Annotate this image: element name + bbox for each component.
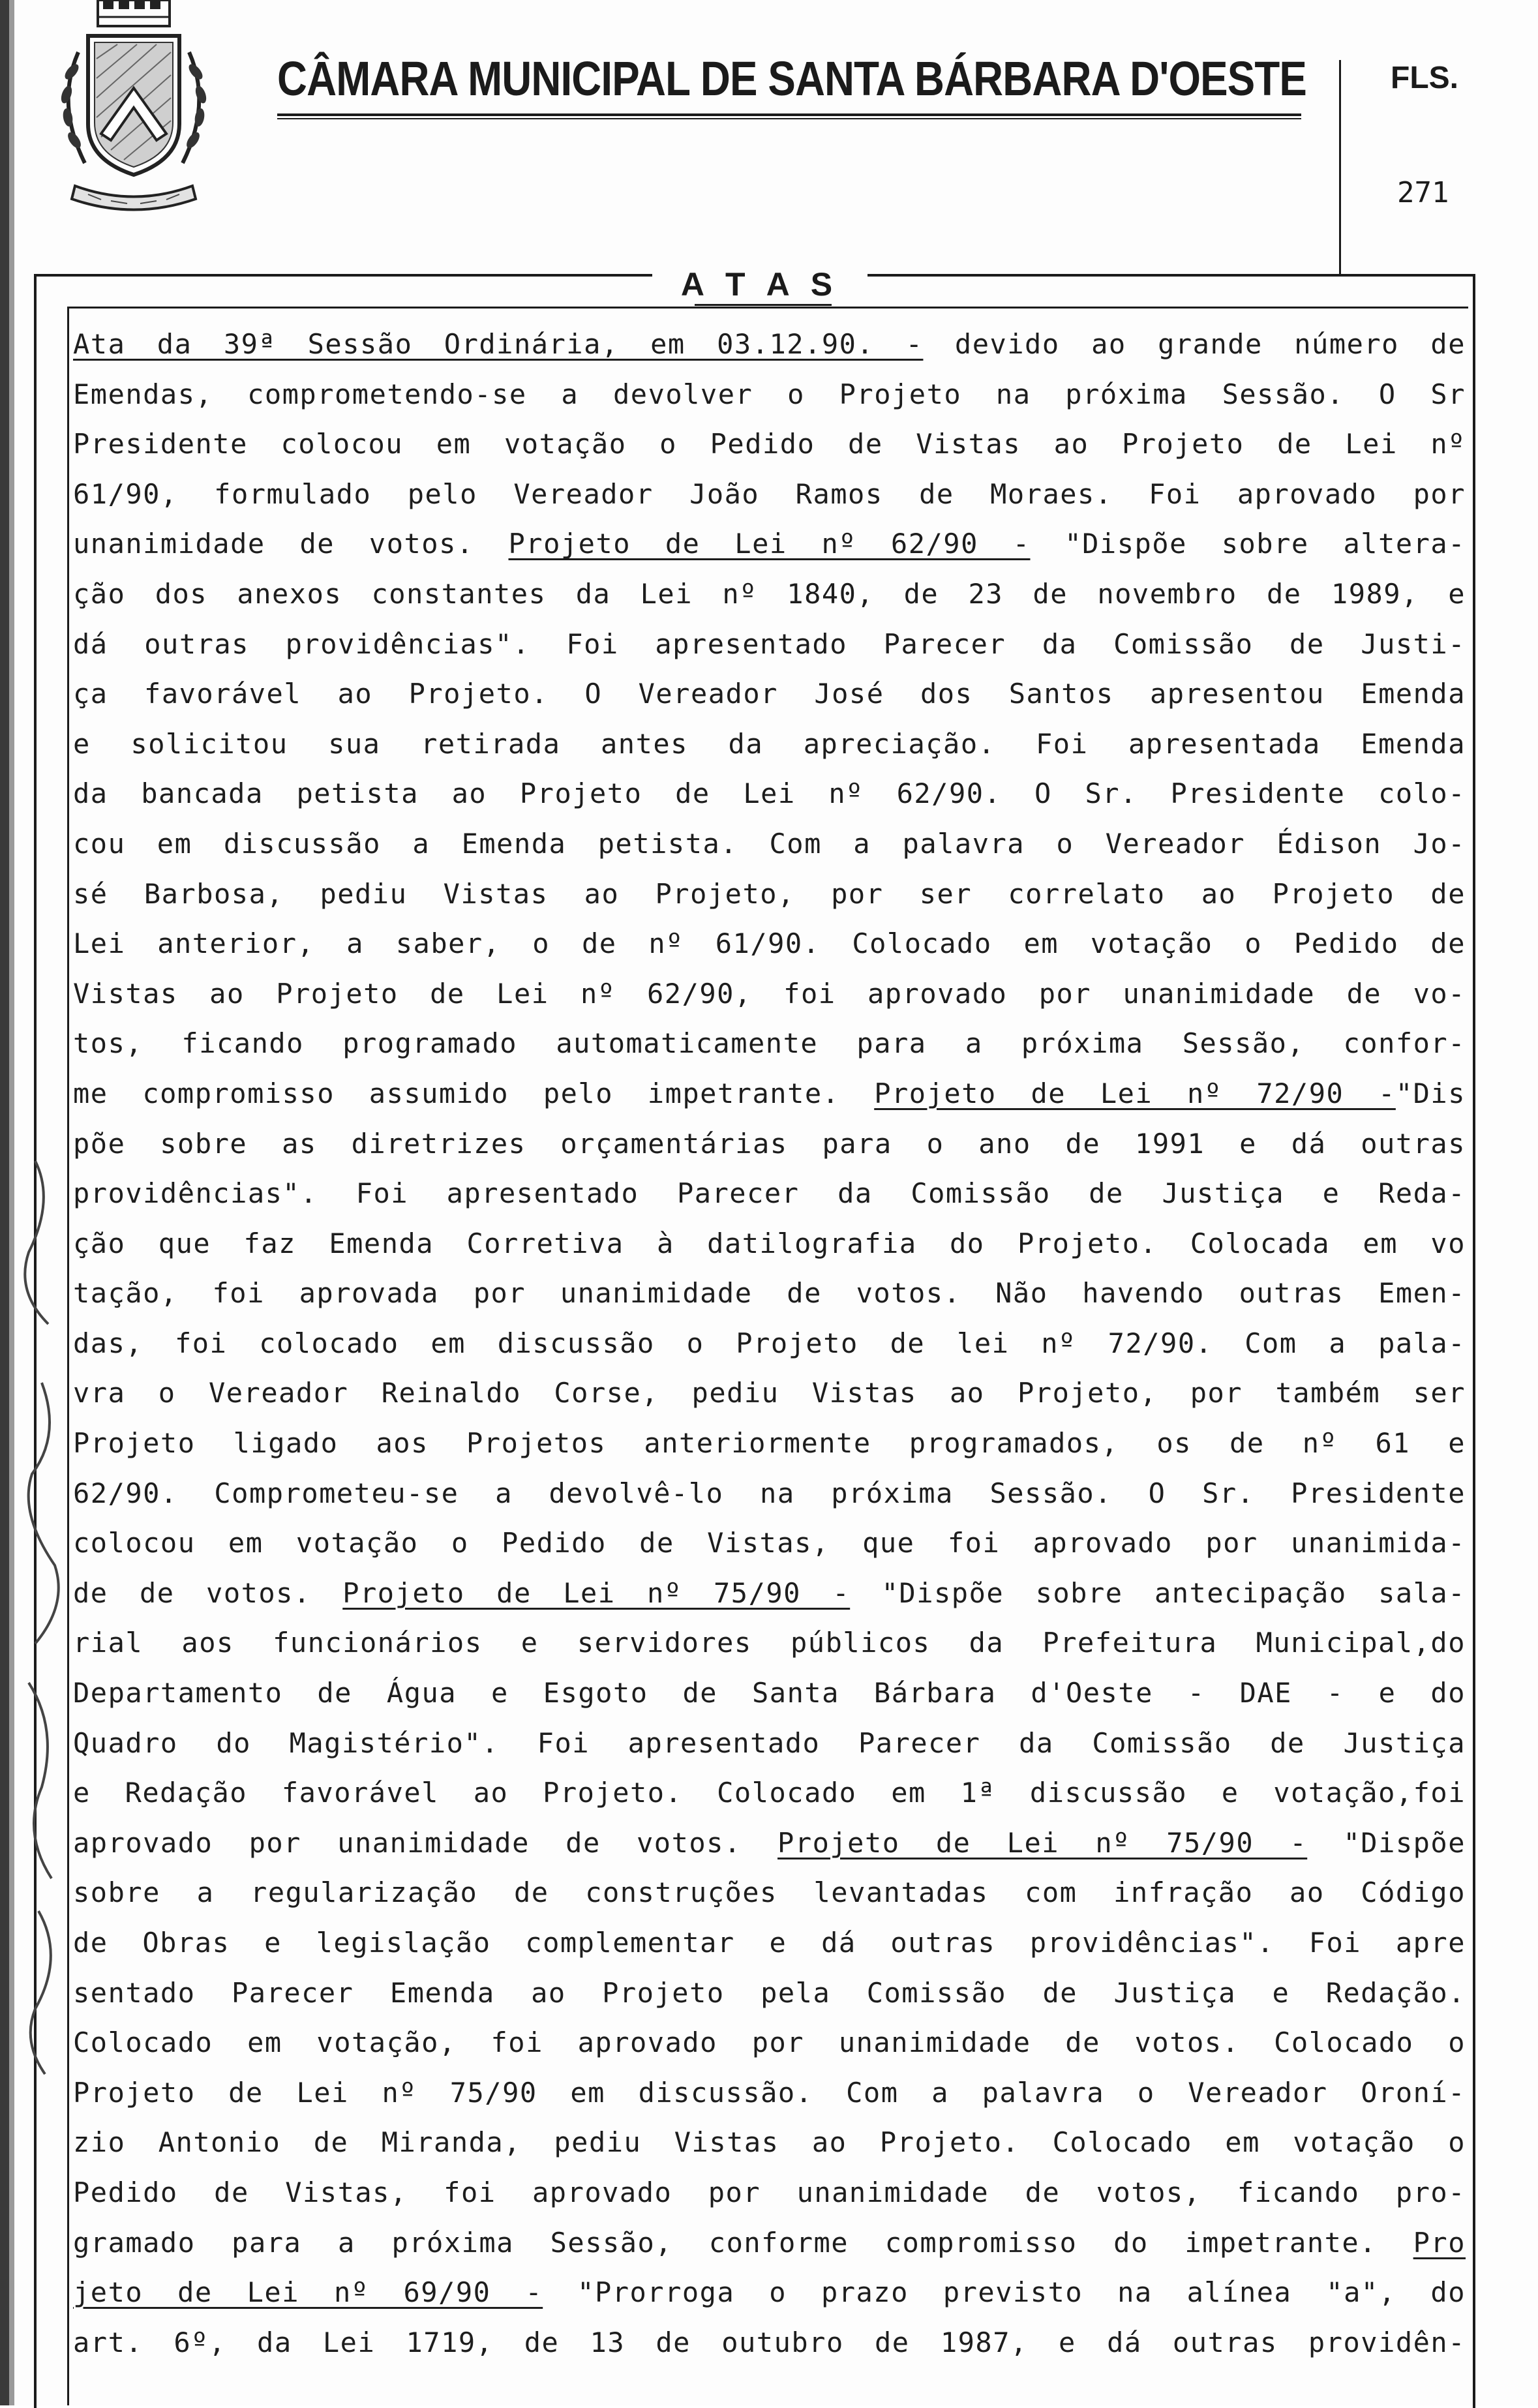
folio-label: FLS. bbox=[1391, 61, 1458, 95]
text-line bbox=[73, 1368, 1466, 1419]
title-rule bbox=[277, 113, 1301, 116]
text-segment: 62/90. Comprometeu-se a devolvê-lo na próxima Sessão. O Sr. Presidente bbox=[73, 1477, 1466, 1509]
text-line bbox=[73, 1419, 1466, 1469]
text-segment: sentado Parecer Emenda ao Projeto pela Comissão de Justiça e Redação. bbox=[73, 1976, 1466, 2009]
inner-frame-top-rule bbox=[67, 307, 1468, 309]
text-segment: Projeto ligado aos Projetos anteriormente programados, os de nº 61 e bbox=[73, 1427, 1466, 1460]
text-line bbox=[73, 1918, 1466, 1968]
text-line bbox=[73, 669, 1466, 719]
text-segment: ça favorável ao Projeto. O Vereador José dos Santos apresentou Emenda bbox=[73, 678, 1466, 710]
text-segment: colocou em votação o Pedido de Vistas, que foi aprovado por unanimida- bbox=[73, 1527, 1466, 1559]
text-segment: ção que faz Emenda Corretiva à datilografia do Projeto. Colocada em vo bbox=[73, 1227, 1466, 1259]
text-segment: Colocado em votação, foi aprovado por unanimidade de votos. Colocado o bbox=[73, 2026, 1466, 2059]
text-segment: devido ao grande número de bbox=[923, 328, 1466, 360]
text-segment: e Redação favorável ao Projeto. Colocado em 1ª discussão e votação,foi bbox=[73, 1777, 1466, 1809]
text-segment: de Obras e legislação complementar e dá outras providências". Foi apre bbox=[73, 1927, 1466, 1959]
text-line bbox=[73, 1818, 1466, 1869]
section-heading: A T A S bbox=[652, 258, 867, 305]
text-line bbox=[73, 769, 1466, 819]
text-segment: e solicitou sua retirada antes da apreciação. Foi apresentada Emenda bbox=[73, 727, 1466, 760]
underlined-heading-segment: Projeto de Lei nº 75/90 - bbox=[342, 1576, 851, 1609]
text-segment: de de votos. bbox=[73, 1576, 343, 1609]
title-rule-secondary bbox=[277, 118, 1301, 119]
text-line bbox=[73, 620, 1466, 670]
text-segment: dá outras providências". Foi apresentado Parecer da Comissão de Justi- bbox=[73, 627, 1466, 660]
text-line bbox=[73, 419, 1466, 470]
text-segment: das, foi colocado em discussão o Projeto de lei nº 72/90. Com a pala- bbox=[73, 1327, 1466, 1359]
text-line bbox=[73, 1469, 1466, 1519]
text-segment: Vistas ao Projeto de Lei nº 62/90, foi aprovado por unanimidade de vo- bbox=[73, 977, 1466, 1010]
text-segment: tação, foi aprovada por unanimidade de votos. Não havendo outras Emen- bbox=[73, 1277, 1466, 1310]
text-segment: põe sobre as diretrizes orçamentárias para o ano de 1991 e dá outras bbox=[73, 1127, 1466, 1160]
underlined-heading-segment: Pro bbox=[1413, 2226, 1466, 2259]
text-line bbox=[73, 1618, 1466, 1668]
underlined-heading-segment: jeto de Lei nº 69/90 - bbox=[73, 2276, 543, 2309]
text-segment: sé Barbosa, pediu Vistas ao Projeto, por ser correlato ao Projeto de bbox=[73, 877, 1466, 910]
text-segment: providências". Foi apresentado Parecer da Comissão de Justiça e Reda- bbox=[73, 1177, 1466, 1210]
text-line bbox=[73, 919, 1466, 969]
text-line bbox=[73, 1518, 1466, 1569]
text-line bbox=[73, 569, 1466, 620]
text-line bbox=[73, 1019, 1466, 1069]
text-segment: cou em discussão a Emenda petista. Com a palavra o Vereador Édison Jo- bbox=[73, 827, 1466, 860]
text-segment: vra o Vereador Reinaldo Corse, pediu Vistas ao Projeto, por também ser bbox=[73, 1377, 1466, 1409]
municipal-coat-of-arms-icon bbox=[39, 0, 228, 215]
text-segment: da bancada petista ao Projeto de Lei nº 62/90. O Sr. Presidente colo- bbox=[73, 777, 1466, 810]
text-line bbox=[73, 2168, 1466, 2218]
text-segment: Projeto de Lei nº 75/90 em discussão. Com a palavra o Vereador Oroní- bbox=[73, 2076, 1466, 2109]
scan-edge bbox=[0, 0, 9, 2405]
text-segment: Pedido de Vistas, foi aprovado por unanimidade de votos, ficando pro- bbox=[73, 2176, 1466, 2208]
text-line bbox=[73, 869, 1466, 920]
text-segment: Emendas, comprometendo-se a devolver o Projeto na próxima Sessão. O Sr bbox=[73, 378, 1466, 410]
page-number-divider bbox=[1339, 60, 1341, 275]
text-line bbox=[73, 1069, 1466, 1119]
text-line bbox=[73, 1119, 1466, 1169]
text-segment: gramado para a próxima Sessão, conforme compromisso do impetrante. bbox=[73, 2226, 1413, 2259]
text-line bbox=[73, 1868, 1466, 1918]
text-line bbox=[73, 819, 1466, 869]
text-line bbox=[73, 2268, 1466, 2318]
underlined-heading-segment: Projeto de Lei nº 75/90 - bbox=[777, 1826, 1308, 1859]
underlined-heading-segment: Projeto de Lei nº 62/90 - bbox=[508, 528, 1031, 560]
text-segment: zio Antonio de Miranda, pediu Vistas ao Projeto. Colocado em votação o bbox=[73, 2126, 1466, 2159]
text-line bbox=[73, 2218, 1466, 2268]
text-line bbox=[73, 719, 1466, 770]
text-segment: Quadro do Magistério". Foi apresentado Parecer da Comissão de Justiça bbox=[73, 1726, 1466, 1759]
text-line bbox=[73, 2318, 1466, 2368]
text-segment: Presidente colocou em votação o Pedido de Vistas ao Projeto de Lei nº bbox=[73, 428, 1466, 460]
text-segment: 61/90, formulado pelo Vereador João Ramos de Moraes. Foi aprovado por bbox=[73, 477, 1466, 510]
text-segment: rial aos funcionários e servidores públicos da Prefeitura Municipal,do bbox=[73, 1627, 1466, 1659]
underlined-heading-segment: Projeto de Lei nº 72/90 - bbox=[874, 1077, 1396, 1109]
text-line bbox=[73, 320, 1466, 370]
text-line bbox=[73, 1169, 1466, 1219]
text-segment: tos, ficando programado automaticamente para a próxima Sessão, confor- bbox=[73, 1027, 1466, 1060]
text-segment: Departamento de Água e Esgoto de Santa Bárbara d'Oeste - DAE - e do bbox=[73, 1677, 1466, 1709]
text-line bbox=[73, 470, 1466, 520]
text-segment: "Dis bbox=[1395, 1077, 1466, 1109]
text-line bbox=[73, 1569, 1466, 1619]
text-segment: sobre a regularização de construções levantadas com infração ao Código bbox=[73, 1876, 1466, 1909]
minutes-body bbox=[73, 320, 1466, 2368]
text-line bbox=[73, 2118, 1466, 2168]
text-line bbox=[73, 370, 1466, 420]
text-line bbox=[73, 1668, 1466, 1719]
text-line bbox=[73, 1768, 1466, 1818]
page-number: 271 bbox=[1397, 176, 1449, 209]
text-segment: me compromisso assumido pelo impetrante. bbox=[73, 1077, 875, 1109]
text-segment: "Dispõe bbox=[1307, 1826, 1466, 1859]
text-line bbox=[73, 1968, 1466, 2019]
text-line bbox=[73, 969, 1466, 1019]
underlined-heading-segment: Ata da 39ª Sessão Ordinária, em 03.12.90. - bbox=[73, 328, 924, 360]
text-segment: "Prorroga o prazo previsto na alínea "a", do bbox=[543, 2276, 1466, 2309]
text-segment: "Dispõe sobre altera- bbox=[1030, 528, 1466, 560]
text-line bbox=[73, 1219, 1466, 1269]
organization-title: CÂMARA MUNICIPAL DE SANTA BÁRBARA D'OESTE bbox=[277, 52, 1306, 106]
text-line bbox=[73, 1719, 1466, 1769]
margin-signature-marks bbox=[9, 1109, 81, 2087]
text-segment: aprovado por unanimidade de votos. bbox=[73, 1826, 778, 1859]
section-heading-underline bbox=[695, 304, 832, 306]
text-segment: Lei anterior, a saber, o de nº 61/90. Colocado em votação o Pedido de bbox=[73, 927, 1466, 960]
text-segment: art. 6º, da Lei 1719, de 13 de outubro de 1987, e dá outras providên- bbox=[73, 2326, 1466, 2358]
text-line bbox=[73, 2068, 1466, 2118]
text-line bbox=[73, 1269, 1466, 1319]
text-line bbox=[73, 519, 1466, 569]
text-segment: unanimidade de votos. bbox=[73, 528, 509, 560]
text-segment: "Dispõe sobre antecipação sala- bbox=[850, 1576, 1466, 1609]
text-line bbox=[73, 1319, 1466, 1369]
text-line bbox=[73, 2018, 1466, 2068]
text-segment: ção dos anexos constantes da Lei nº 1840, de 23 de novembro de 1989, e bbox=[73, 577, 1466, 610]
